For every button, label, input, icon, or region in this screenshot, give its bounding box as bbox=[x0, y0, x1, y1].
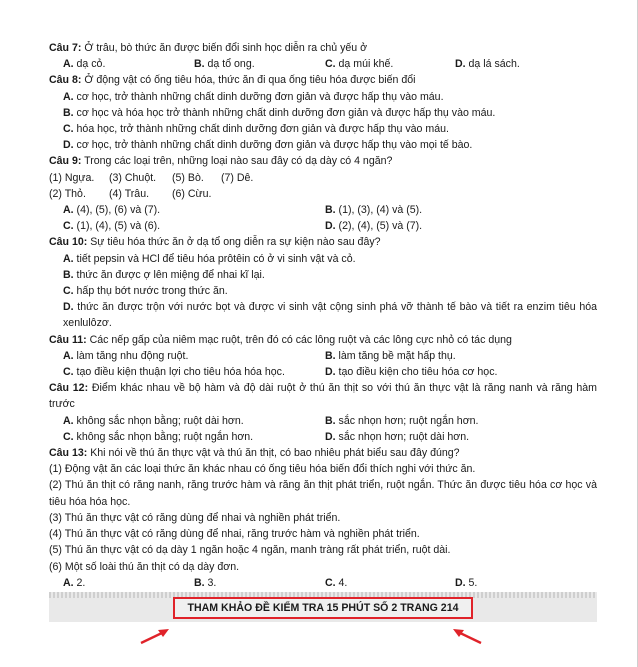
option-c: C. dạ múi khế. bbox=[325, 58, 394, 71]
question-10 bbox=[49, 234, 597, 250]
animal-list-row-2 bbox=[49, 186, 597, 202]
question-text: Khi nói về thú ăn thực vật và thú ăn thịt, có bao nhiêu phát biểu sau đây đúng? bbox=[87, 447, 460, 460]
animal-item: (4) Trâu. bbox=[109, 187, 150, 200]
option-d: D. 5. bbox=[455, 576, 478, 589]
animal-list-row-1 bbox=[49, 170, 597, 186]
question-12 bbox=[49, 380, 597, 412]
option-b: B. thức ăn được ợ lên miệng để nhai kĩ lại. bbox=[63, 268, 265, 281]
option-a: A. không sắc nhọn bằng; ruột dài hơn. bbox=[63, 414, 244, 427]
option-c: C. 4. bbox=[325, 576, 348, 589]
option-c: C. không sắc nhọn bằng; ruột ngắn hơn. bbox=[63, 430, 254, 443]
question-7 bbox=[49, 40, 597, 56]
question-text: Các nếp gấp của niêm mạc ruột, trên đó có các lông ruột và các lông cực nhỏ có tác dụng bbox=[86, 333, 512, 346]
option-d: D. dạ lá sách. bbox=[455, 58, 520, 71]
option-a: A. tiết pepsin và HCl để tiêu hóa prôtêin có ở vi sinh vật và cỏ. bbox=[63, 252, 356, 265]
question-9 bbox=[49, 153, 597, 169]
arrow-right-up-icon bbox=[138, 626, 172, 646]
options-row bbox=[49, 348, 597, 364]
question-text: Điểm khác nhau về bộ hàm và độ dài ruột ở thú ăn thịt so với thú ăn thực vật là răng nanh và răng hàm trước bbox=[49, 382, 598, 411]
option-b: B. (1), (3), (4) và (5). bbox=[325, 204, 423, 217]
question-13 bbox=[49, 445, 597, 461]
statement: (4) Thú ăn thực vật có răng dùng để nhai, răng trước hàm và nghiền phát triển. bbox=[49, 528, 420, 541]
statement: (3) Thú ăn thực vật có răng dùng để nhai và nghiền phát triển. bbox=[49, 511, 341, 524]
option-b: B. làm tăng bề mặt hấp thụ. bbox=[325, 349, 456, 362]
option-a: A. dạ cỏ. bbox=[63, 58, 106, 71]
options-row bbox=[49, 56, 597, 72]
options-row bbox=[49, 413, 597, 429]
animal-item: (3) Chuột. bbox=[109, 171, 157, 184]
option-d: D. sắc nhọn hơn; ruột dài hơn. bbox=[325, 430, 470, 443]
question-8 bbox=[49, 72, 597, 88]
question-content bbox=[49, 40, 597, 591]
option-d: D. thức ăn được trộn với nước bọt và được vi sinh vật cộng sinh phá vỡ thành tế bào và tiết ra enzim tiêu hóa xenlulôzơ. bbox=[63, 301, 597, 330]
option-a: A. 2. bbox=[63, 576, 86, 589]
question-label: Câu 8: bbox=[49, 74, 82, 87]
question-label: Câu 11: bbox=[49, 333, 87, 346]
option-a: A. cơ học, trở thành những chất dinh dưỡng đơn giản và được hấp thụ vào máu. bbox=[63, 90, 444, 103]
option-c: C. hấp thụ bớt nước trong thức ăn. bbox=[63, 285, 228, 298]
option-b: B. cơ học và hóa học trở thành những chất dinh dưỡng đơn giản và được hấp thụ vào máu. bbox=[63, 106, 496, 119]
option-c: C. tạo điều kiện thuận lợi cho tiêu hóa hóa học. bbox=[63, 366, 285, 379]
animal-item: (6) Cừu. bbox=[172, 187, 212, 200]
question-label: Câu 9: bbox=[49, 155, 82, 168]
question-text: Ở trâu, bò thức ăn được biến đổi sinh học diễn ra chủ yếu ở bbox=[81, 42, 368, 54]
animal-item: (2) Thỏ. bbox=[49, 187, 86, 200]
statement: (5) Thú ăn thực vật có dạ dày 1 ngăn hoặc 4 ngăn, manh tràng rất phát triển, ruột dài. bbox=[49, 544, 451, 557]
options-row bbox=[49, 218, 597, 234]
options-row bbox=[49, 429, 597, 445]
option-d: D. cơ học, trở thành những chất dinh dưỡng đơn giản và được hấp thụ vào mọi tế bào. bbox=[63, 139, 473, 152]
option-b: B. 3. bbox=[194, 576, 217, 589]
option-a: A. làm tăng nhu động ruột. bbox=[63, 349, 189, 362]
question-text: Trong các loại trên, những loại nào sau đây có dạ dày có 4 ngăn? bbox=[81, 155, 393, 168]
question-text: Ở động vật có ống tiêu hóa, thức ăn đi qua ống tiêu hóa được biến đổi bbox=[81, 74, 416, 87]
options-row bbox=[49, 202, 597, 218]
option-b: B. dạ tổ ong. bbox=[194, 58, 255, 71]
statement: (6) Một số loài thú ăn thịt có dạ dày đơn. bbox=[49, 560, 240, 573]
options-row bbox=[49, 364, 597, 380]
option-d: D. (2), (4), (5) và (7). bbox=[325, 220, 423, 233]
option-b: B. sắc nhọn hơn; ruột ngắn hơn. bbox=[325, 414, 479, 427]
arrow-left-up-icon bbox=[450, 626, 484, 646]
statement: (2) Thú ăn thịt có răng nanh, răng trước hàm và răng ăn thịt phát triển, ruột ngắn. Thức ăn được tiêu hóa cơ học và tiêu hóa hóa học. bbox=[49, 479, 597, 508]
question-11 bbox=[49, 332, 597, 348]
animal-item: (1) Ngựa. bbox=[49, 171, 95, 184]
reference-link-box[interactable]: THAM KHẢO ĐỀ KIỂM TRA 15 PHÚT SỐ 2 TRANG 214 bbox=[173, 597, 473, 619]
animal-item: (5) Bò. bbox=[172, 171, 204, 184]
question-label: Câu 10: bbox=[49, 236, 88, 249]
option-c: C. (1), (4), (5) và (6). bbox=[63, 220, 161, 233]
question-text: Sự tiêu hóa thức ăn ở dạ tổ ong diễn ra sự kiện nào sau đây? bbox=[87, 236, 381, 249]
option-c: C. hóa học, trở thành những chất dinh dưỡng đơn giản và được hấp thụ vào máu. bbox=[63, 123, 449, 136]
option-a: A. (4), (5), (6) và (7). bbox=[63, 204, 161, 217]
animal-item: (7) Dê. bbox=[221, 171, 254, 184]
option-d: D. tạo điều kiện cho tiêu hóa cơ học. bbox=[325, 366, 498, 379]
question-label: Câu 13: bbox=[49, 447, 88, 460]
question-label: Câu 7: bbox=[49, 42, 82, 54]
statement: (1) Động vật ăn các loại thức ăn khác nhau có ống tiêu hóa biến đổi thích nghi với thức ăn. bbox=[49, 463, 476, 476]
question-label: Câu 12: bbox=[49, 382, 89, 395]
options-row bbox=[49, 575, 597, 591]
